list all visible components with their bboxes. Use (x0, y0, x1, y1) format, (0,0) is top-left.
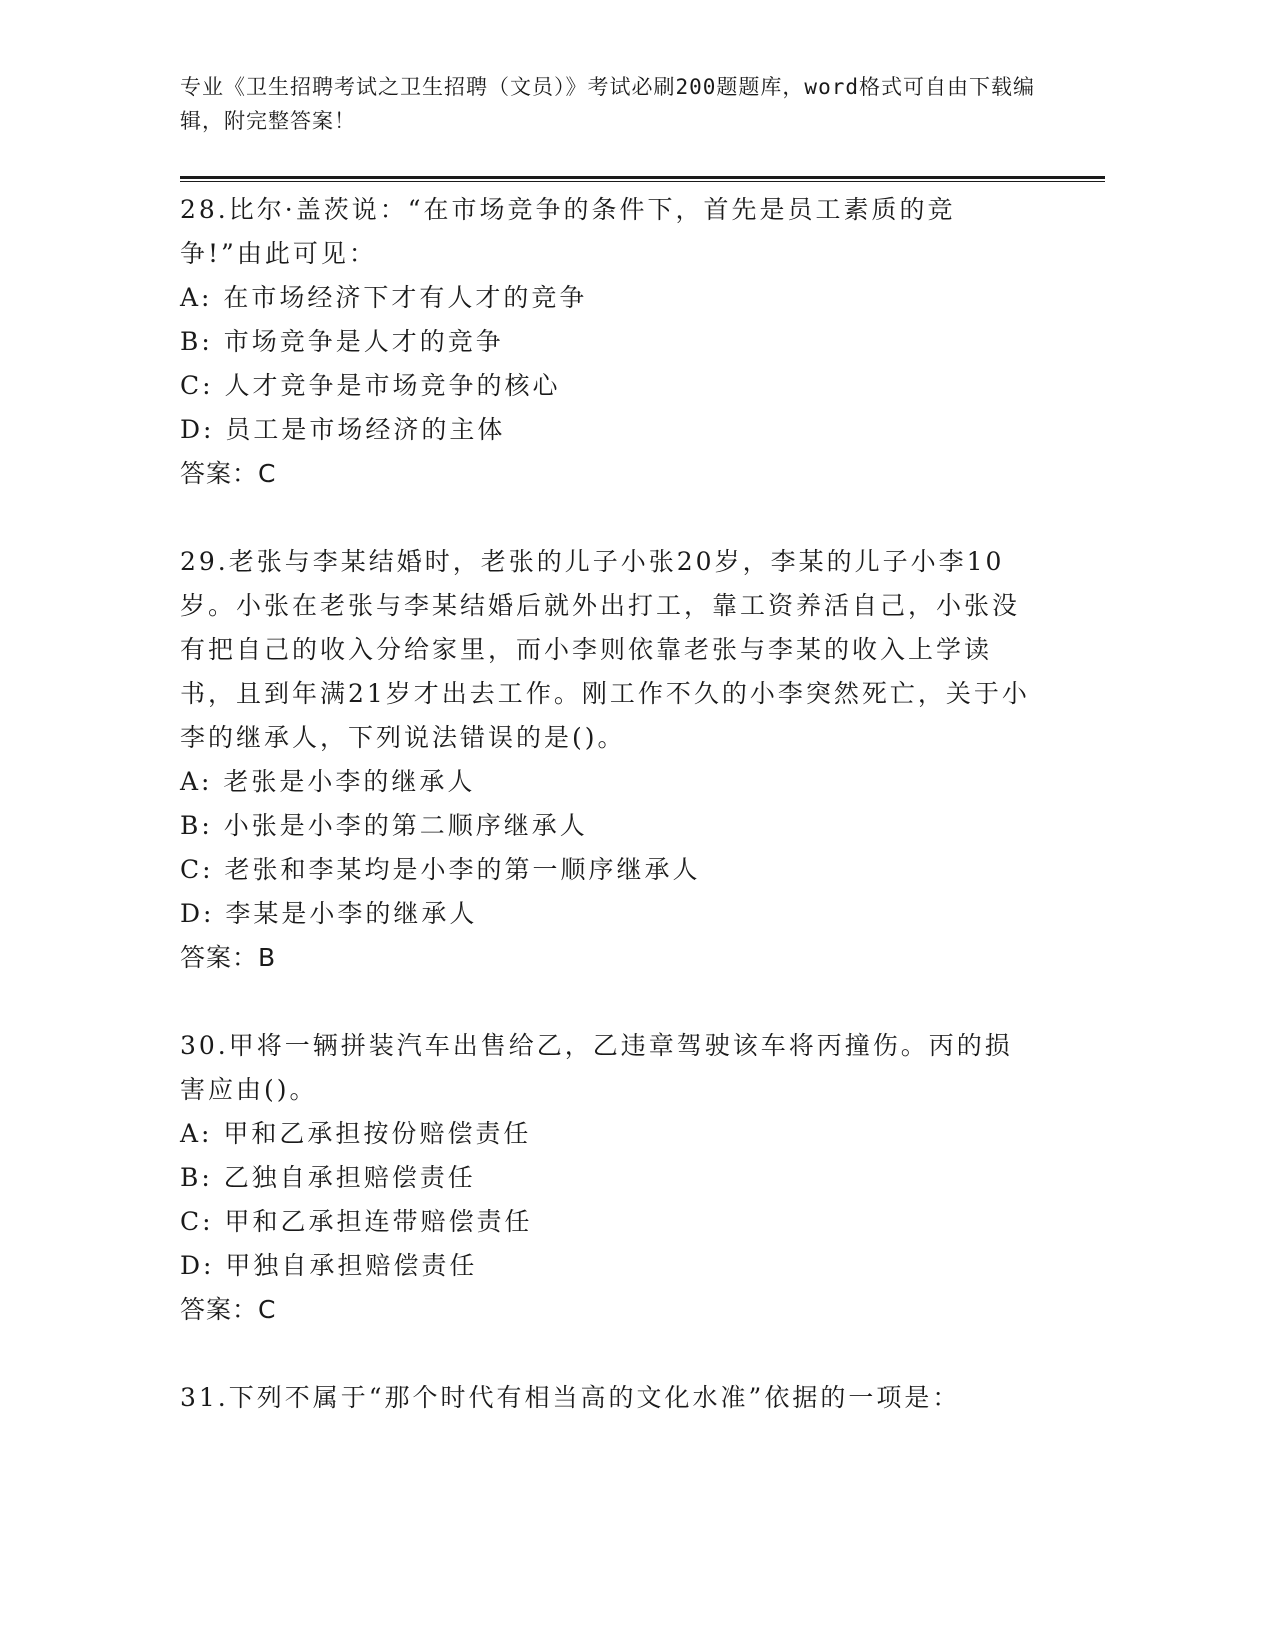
document-header: 专业《卫生招聘考试之卫生招聘（文员）》考试必刷200题题库，word格式可自由下载编辑，附完整答案！ (180, 75, 1035, 133)
option-a: A: 甲和乙承担按份赔偿责任 (180, 1119, 532, 1148)
question-item (180, 1024, 1100, 1332)
option-a: A: 在市场经济下才有人才的竞争 (180, 283, 588, 312)
header-divider (180, 176, 1105, 182)
option-b: B: 乙独自承担赔偿责任 (180, 1163, 476, 1192)
option-b: B: 市场竞争是人才的竞争 (180, 327, 504, 356)
question-item (180, 1376, 1100, 1420)
option-c: C: 老张和李某均是小李的第一顺序继承人 (180, 855, 701, 884)
option-b: B: 小张是小李的第二顺序继承人 (180, 811, 588, 840)
answer-line: 答案：C (180, 1295, 277, 1324)
question-stem: 31.下列不属于“那个时代有相当高的文化水准”依据的一项是： (180, 1383, 961, 1412)
divider-thick-line (180, 176, 1105, 179)
option-a: A: 老张是小李的继承人 (180, 767, 476, 796)
question-stem: 28.比尔·盖茨说：“在市场竞争的条件下，首先是员工素质的竞争!”由此可见： (180, 195, 956, 268)
option-c: C: 甲和乙承担连带赔偿责任 (180, 1207, 533, 1236)
question-item (180, 540, 1100, 980)
option-c: C: 人才竞争是市场竞争的核心 (180, 371, 561, 400)
question-stem: 30.甲将一辆拼装汽车出售给乙，乙违章驾驶该车将丙撞伤。丙的损害应由()。 (180, 1031, 1013, 1104)
option-d: D: 甲独自承担赔偿责任 (180, 1251, 478, 1280)
divider-thin-line (180, 181, 1105, 182)
question-item (180, 188, 1100, 496)
question-stem: 29.老张与李某结婚时，老张的儿子小张20岁，李某的儿子小李10岁。小张在老张与李某结婚后就外出打工，靠工资养活自己，小张没有把自己的收入分给家里，而小李则依靠老张与李某的收入上学读书，且到年满21岁才出去工作。刚工作不久的小李突然死亡，关于小李的继承人，下列说法错误的是()。 (180, 547, 1030, 752)
answer-line: 答案：B (180, 943, 277, 972)
document-page (180, 70, 1100, 1464)
answer-line: 答案：C (180, 459, 277, 488)
question-list (180, 188, 1100, 1420)
option-d: D: 员工是市场经济的主体 (180, 415, 506, 444)
option-d: D: 李某是小李的继承人 (180, 899, 478, 928)
